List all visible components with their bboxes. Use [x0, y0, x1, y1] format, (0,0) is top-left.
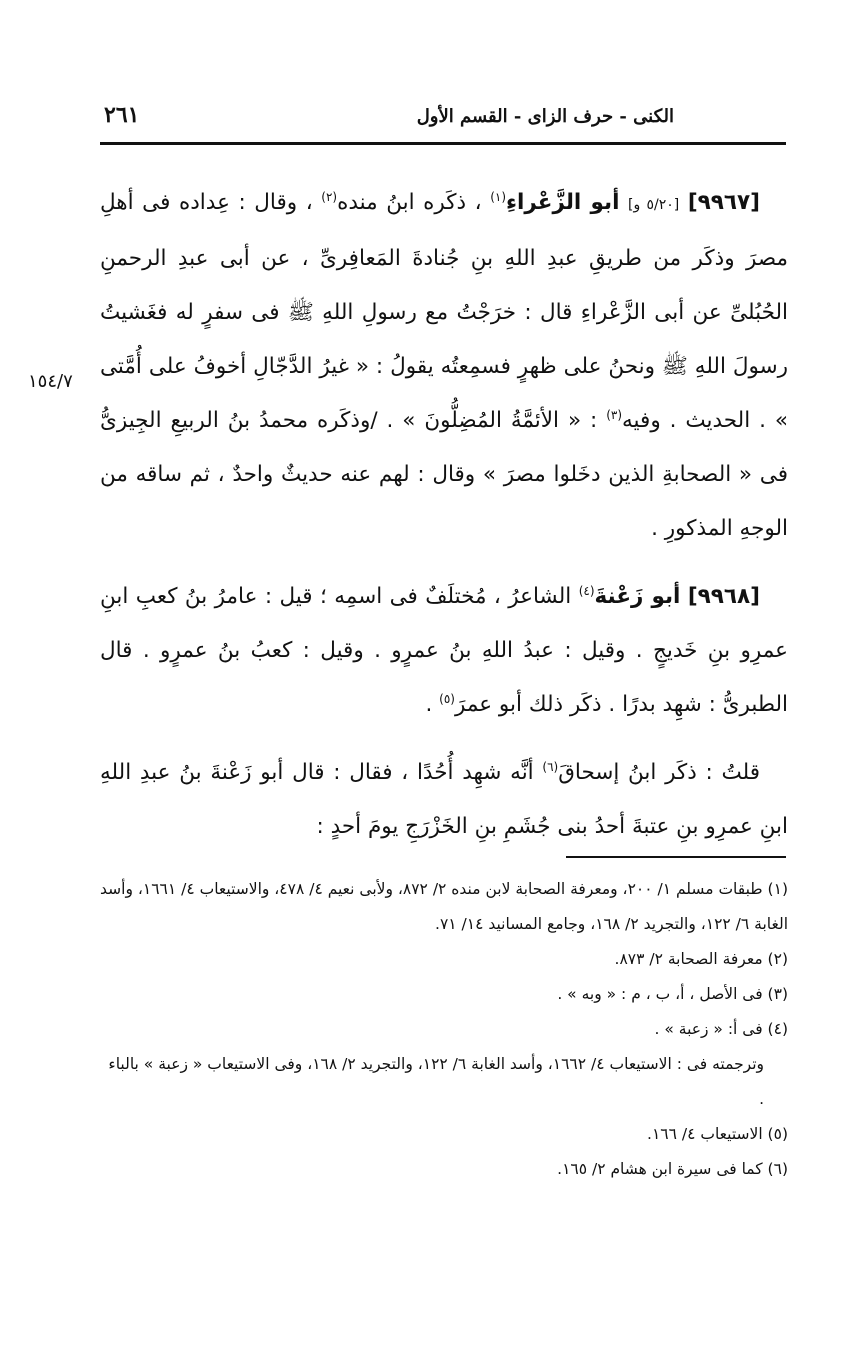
running-head: الكنى - حرف الزاى - القسم الأول	[416, 106, 674, 127]
margin-reference: ١٥٤/٧	[28, 371, 73, 392]
entry-text: ، ذكَره ابنُ منده	[337, 190, 482, 215]
entry-text: .	[425, 692, 433, 717]
entry-number: [٩٩٦٨]	[687, 584, 760, 609]
footnote-marker: (١)	[490, 189, 507, 204]
entry-name: أبو زَعْنةَ	[594, 584, 681, 609]
paragraph-text: قلتُ : ذكَر ابنُ إسحاقَ	[558, 760, 760, 785]
entry-number: [٩٩٦٧]	[687, 190, 760, 215]
entry-9968	[100, 570, 788, 732]
footnote: (٥) الاستيعاب ٤/ ١٦٦.	[647, 1125, 788, 1143]
main-text	[100, 176, 788, 860]
footnote: (٣) فى الأصل ، أ، ب ، م : « وبه » .	[557, 985, 788, 1003]
footnote-marker: (٥)	[439, 691, 455, 706]
entry-text: ، وقال : عِداده فى أهلِ مصرَ وذكَر من طريقِ عبدِ اللهِ بنِ جُنادةَ المَعافِرىِّ ، عن أبى عبدِ الرحمنِ الحُبُلىِّ عن أبى الزَّعْراءِ قال : خرَجْتُ مع رسولِ اللهِ ﷺ فى سفرٍ له فغَشيتُ رسولَ اللهِ ﷺ ونحنُ على ظهرٍ فسمِعتُه يقولُ : « غيرُ الدَّجّالِ أخوفُ على أُمَّتى » . الحديث . وفيه	[100, 190, 788, 433]
footnote: (٢) معرفة الصحابة ٢/ ٨٧٣.	[614, 950, 788, 968]
entry-9967	[100, 176, 788, 556]
footnotes	[100, 872, 788, 1187]
footnote-rule	[566, 856, 786, 858]
page-number: ٢٦١	[104, 102, 140, 128]
footnote-marker: (٢)	[321, 189, 338, 204]
footnote-marker: (٤)	[578, 583, 595, 598]
footnote: وترجمته فى : الاستيعاب ٤/ ١٦٦٢، وأسد الغابة ٦/ ١٢٢، والتجريد ٢/ ١٦٨، وفى الاستيعاب « زعبة » بالباء .	[108, 1055, 764, 1108]
header-rule	[100, 142, 786, 145]
entry-text: الشاعرُ ، مُختلَفٌ فى اسمِه ؛ قيل : عامرُ بنُ كعبِ ابنِ عمرِو بنِ خَديجٍ . وقيل : عبدُ اللهِ بنُ عمرٍو . وقيل : كعبُ بنُ عمرٍو . قال الطبرىُّ : شهِد بدرًا . ذكَر ذلك أبو عمرَ	[100, 584, 788, 717]
manuscript-ref: [٥/٢٠ و]	[628, 197, 680, 213]
footnote-marker: (٣)	[606, 407, 623, 422]
entry-text: : « الأئمَّةُ المُضِلُّونَ » . /وذكَره محمدُ بنُ الربيعِ الجِيزىُّ فى « الصحابةِ الذين دخَلوا مصرَ » وقال : لهم عنه حديثٌ واحدٌ ، ثم ساقه من الوجهِ المذكورِ .	[100, 408, 788, 541]
footnote: (٤) فى أ: « زعبة » .	[654, 1020, 788, 1038]
commentary-paragraph	[100, 746, 788, 854]
footnote-marker: (٦)	[542, 759, 559, 774]
entry-name: أبو الزَّعْراءِ	[506, 190, 620, 215]
paragraph-text: أنَّه شهِد أُحُدًا ، فقال : قال أبو زَعْنةَ بنُ عبدِ اللهِ ابنِ عمرِو بنِ عتبةَ أحدُ بنى جُشَمِ بنِ الخَزْرَجِ يومَ أحدٍ :	[100, 760, 788, 839]
footnote: (٦) كما فى سيرة ابن هشام ٢/ ١٦٥.	[557, 1160, 788, 1178]
footnote: (١) طبقات مسلم ١/ ٢٠٠، ومعرفة الصحابة لابن منده ٢/ ٨٧٢، ولأبى نعيم ٤/ ٤٧٨، والاستيعاب ٤/ ١٦٦١، وأسد الغابة ٦/ ١٢٢، والتجريد ٢/ ١٦٨، وجامع المسانيد ١٤/ ٧١.	[100, 880, 788, 933]
